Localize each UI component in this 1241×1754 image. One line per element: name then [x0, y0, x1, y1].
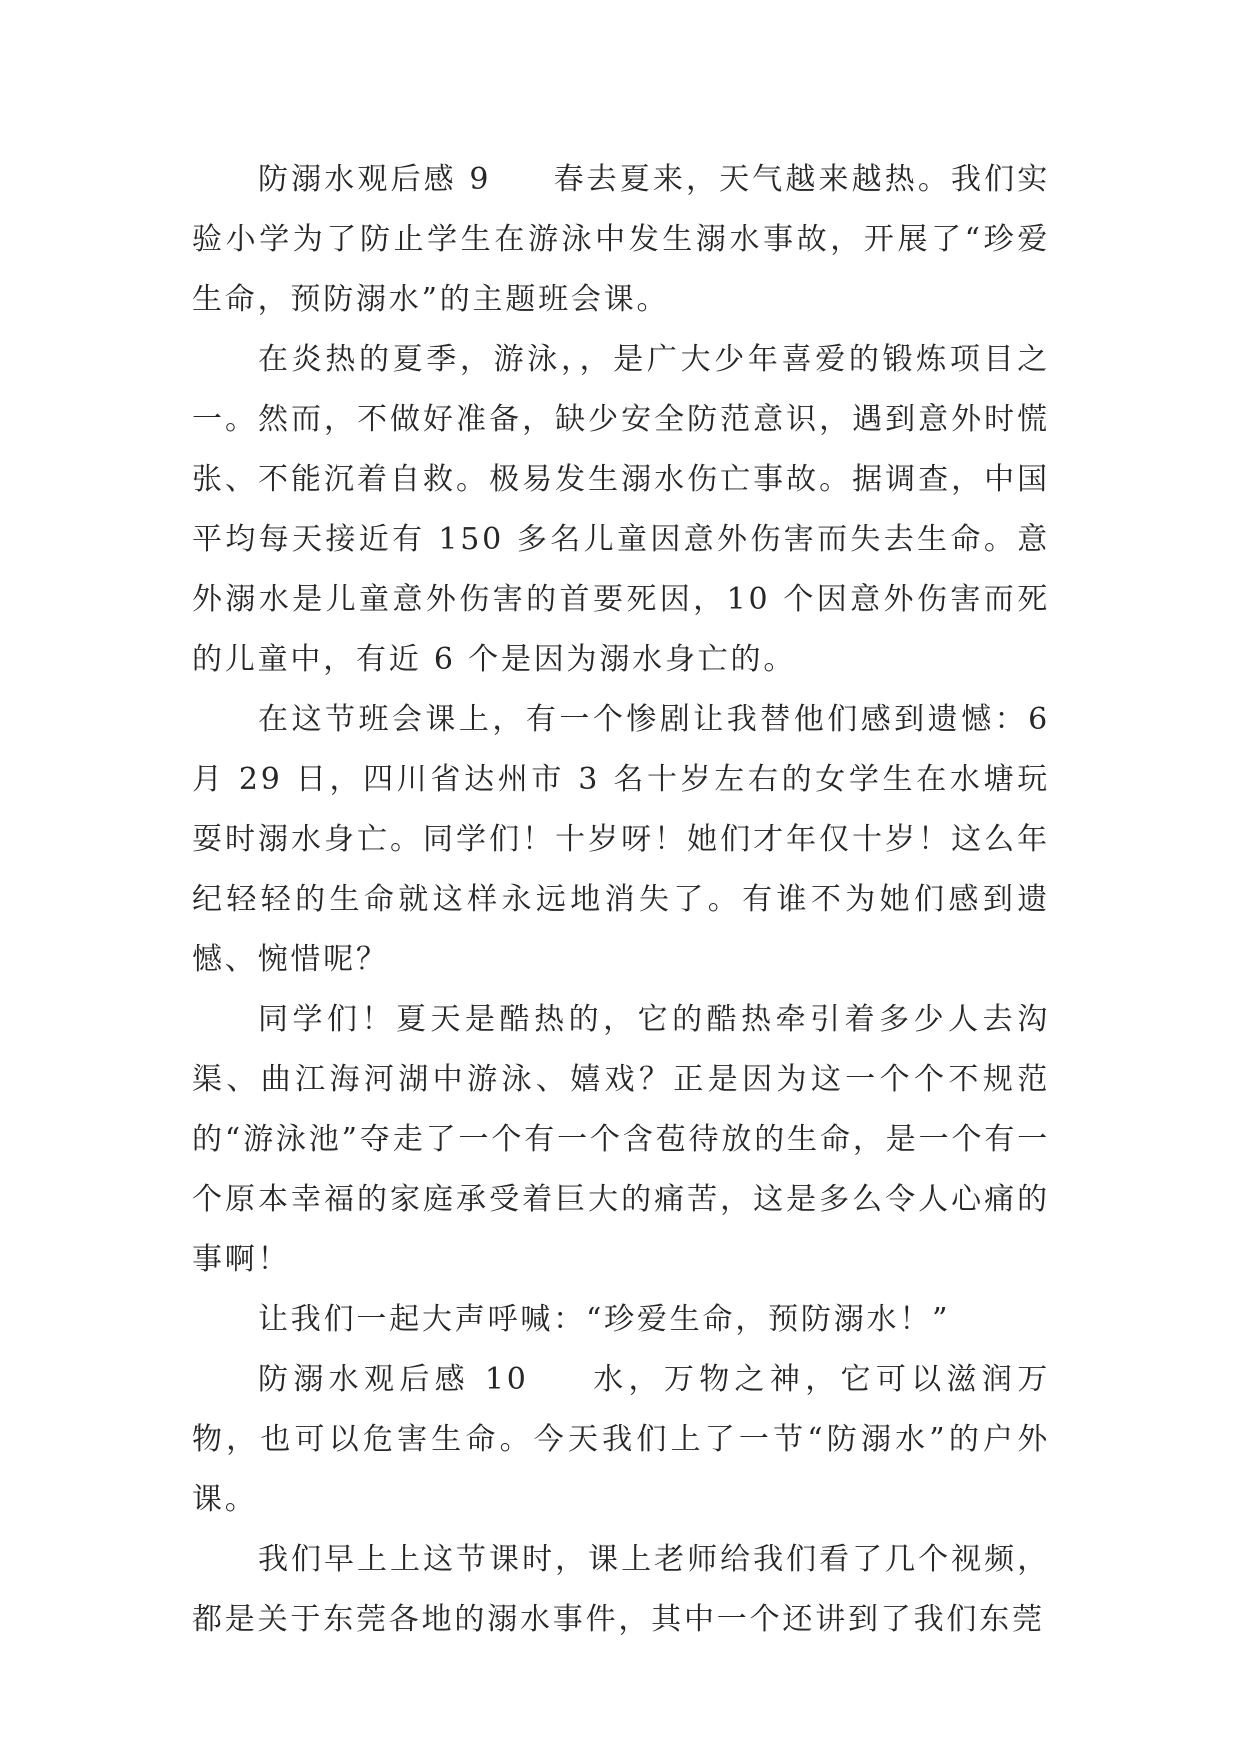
paragraph-6 — [192, 1350, 1050, 1530]
paragraph-text: 在炎热的夏季，游泳，，是广大少年喜爱的锻炼项目之一。然而，不做好准备，缺少安全防范意识，遇到意外时慌张、不能沉着自救。极易发生溺水伤亡事故。据调查，中国平均每天接近有 150 多名儿童因意外伤害而失去生命。意外溺水是儿童意外伤害的首要死因，10 个因意外伤害而死的儿童中，有近 6 个是因为溺水身亡的。 — [192, 342, 1050, 677]
paragraph-2 — [192, 330, 1050, 690]
paragraph-7 — [192, 1530, 1050, 1650]
paragraph-text: 让我们一起大声呼喊：“珍爱生命，预防溺水！” — [258, 1302, 951, 1337]
paragraph-text: 在这节班会课上，有一个惨剧让我替他们感到遗憾：6 月 29 日，四川省达州市 3 名十岁左右的女学生在水塘玩耍时溺水身亡。同学们！十岁呀！她们才年仅十岁！这么年纪轻轻的生命就这样永远地消失了。有谁不为她们感到遗憾、惋惜呢？ — [192, 702, 1050, 977]
paragraph-3 — [192, 690, 1050, 990]
paragraph-text: 春去夏来，天气越来越热。我们实验小学为了防止学生在游泳中发生溺水事故，开展了“珍爱生命，预防溺水”的主题班会课。 — [192, 162, 1051, 317]
paragraph-text: 同学们！夏天是酷热的，它的酷热牵引着多少人去沟渠、曲江海河湖中游泳、嬉戏？正是因为这一个个不规范的“游泳池”夺走了一个有一个含苞待放的生命，是一个有一个原本幸福的家庭承受着巨大的痛苦，这是多么令人心痛的事啊！ — [192, 1002, 1050, 1277]
essay-title-9: 防溺水观后感 9 — [258, 162, 492, 197]
paragraph-text: 水，万物之神，它可以滋润万物，也可以危害生命。今天我们上了一节“防溺水”的户外课。 — [192, 1362, 1050, 1517]
paragraph-text: 我们早上上这节课时，课上老师给我们看了几个视频，都是关于东莞各地的溺水事件，其中一个还讲到了我们东莞 — [192, 1542, 1050, 1637]
paragraph-1 — [192, 150, 1050, 330]
paragraph-4 — [192, 990, 1050, 1290]
document-body — [192, 150, 1050, 1650]
paragraph-5 — [192, 1290, 1050, 1350]
essay-title-10: 防溺水观后感 10 — [258, 1362, 529, 1397]
